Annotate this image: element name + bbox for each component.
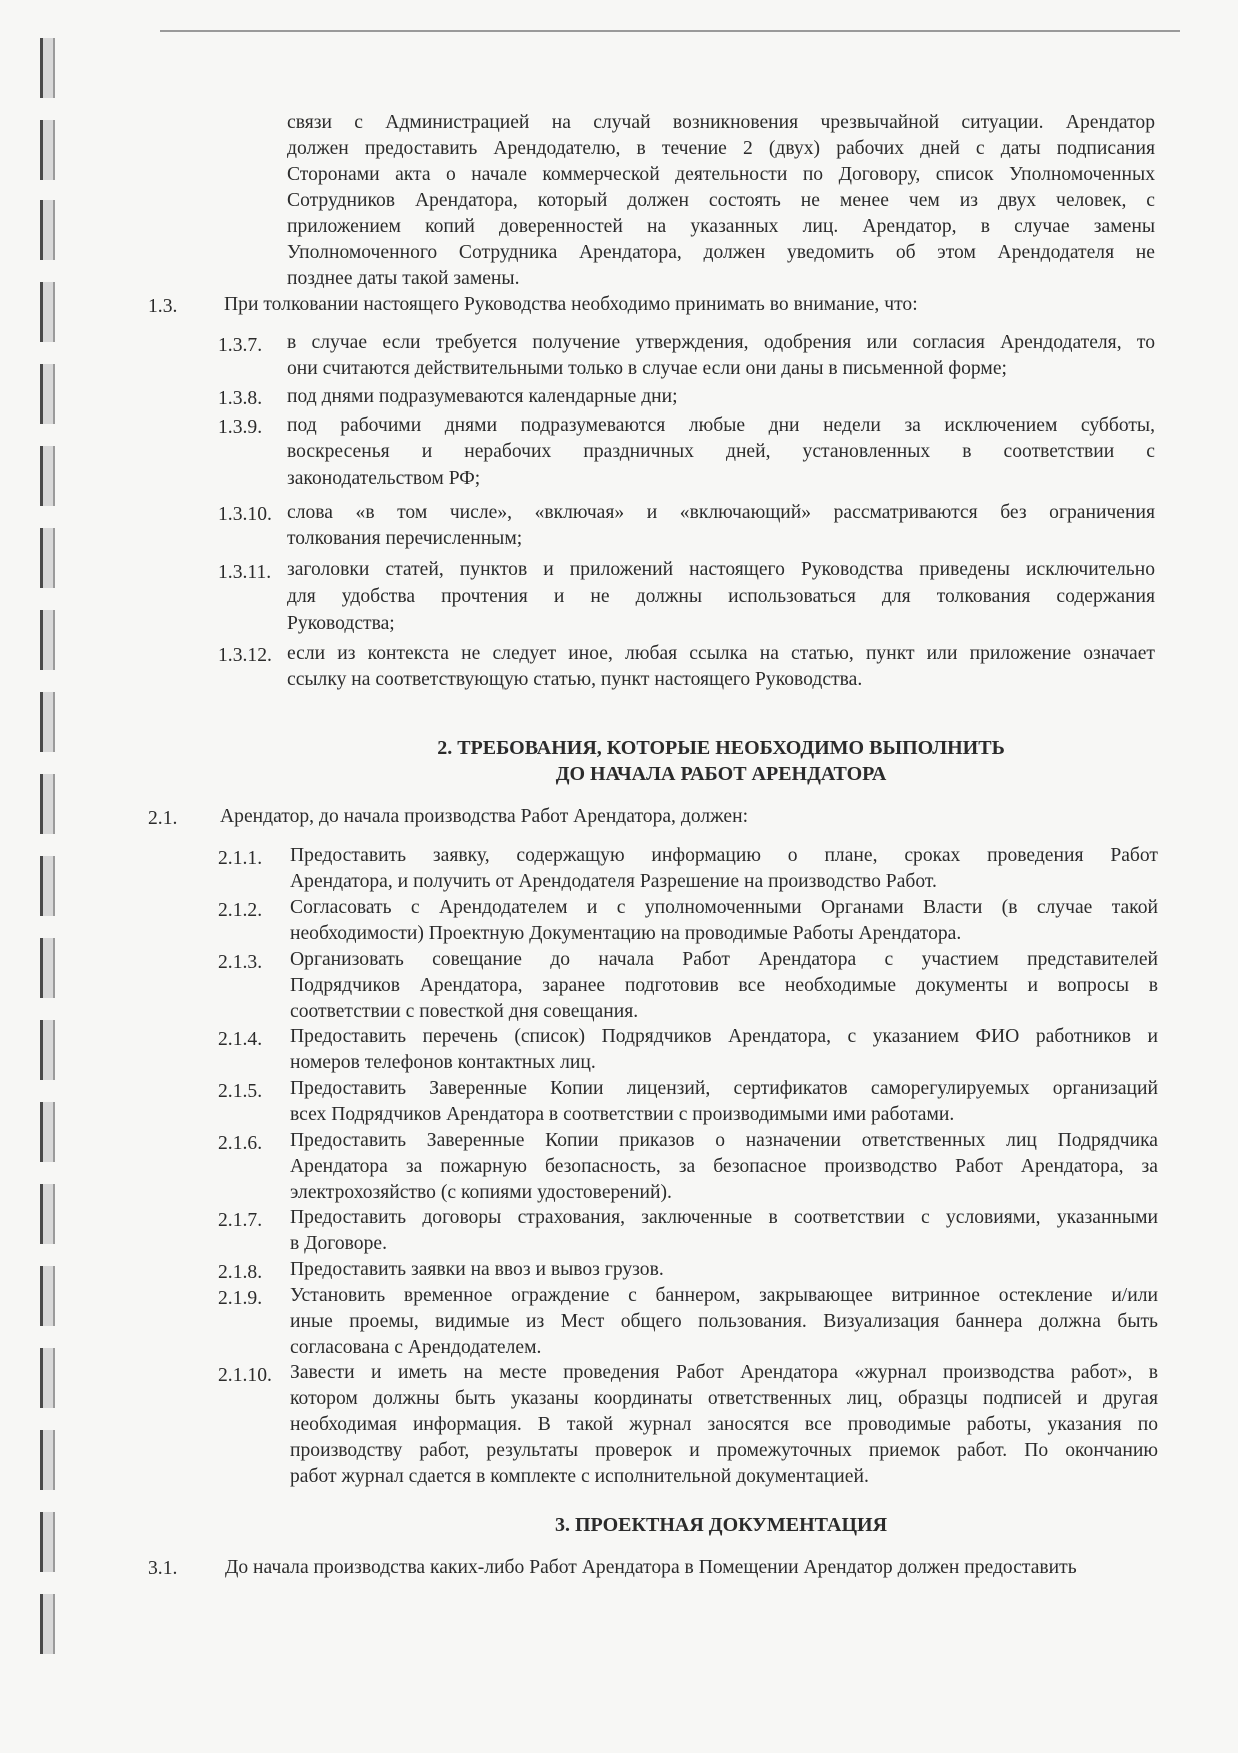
intro-line: позднее даты такой замены. bbox=[287, 268, 520, 289]
item-line: слова «в том числе», «включая» и «включающий» рассматриваются без ограничения bbox=[287, 502, 1155, 523]
item-line: Подрядчиков Арендатора, заранее подготовив все необходимые документы и вопросы в bbox=[290, 975, 1158, 996]
item-number: 2.1.4. bbox=[218, 1029, 263, 1050]
intro-line: приложением копий доверенностей на указанных лиц. Арендатор, в случае замены bbox=[287, 216, 1155, 237]
item-line: Организовать совещание до начала Работ Арендатора с участием представителей bbox=[290, 949, 1158, 970]
item-number: 2.1.3. bbox=[218, 952, 263, 973]
item-line: производству работ, результаты проверок и промежуточных приемок работ. По окончанию bbox=[290, 1440, 1158, 1461]
intro-line: связи с Администрацией на случай возникновения чрезвычайной ситуации. Арендатор bbox=[287, 112, 1155, 133]
clause-number: 1.3. bbox=[148, 296, 178, 317]
item-line: толкования перечисленным; bbox=[287, 528, 523, 549]
item-line: Арендатора, и получить от Арендодателя Разрешение на производство Работ. bbox=[290, 871, 937, 892]
item-number: 1.3.8. bbox=[218, 388, 263, 409]
clause-text: До начала производства каких-либо Работ Арендатора в Помещении Арендатор должен предоставить bbox=[225, 1557, 1077, 1578]
item-number: 2.1.9. bbox=[218, 1288, 263, 1309]
item-line: иные проемы, видимые из Мест общего пользования. Визуализация баннера должна быть bbox=[290, 1311, 1158, 1332]
item-line: под рабочими днями подразумеваются любые дни недели за исключением субботы, bbox=[287, 415, 1155, 436]
item-line: согласована с Арендодателем. bbox=[290, 1337, 542, 1358]
item-number: 1.3.12. bbox=[218, 645, 272, 666]
item-number: 1.3.7. bbox=[218, 335, 263, 356]
item-number: 1.3.11. bbox=[218, 562, 272, 583]
item-number: 2.1.6. bbox=[218, 1133, 263, 1154]
item-line: Завести и иметь на месте проведения Работ Арендатора «журнал производства работ», в bbox=[290, 1362, 1158, 1383]
clause-number: 3.1. bbox=[148, 1558, 178, 1579]
item-line: законодательством РФ; bbox=[287, 468, 481, 489]
item-number: 1.3.10. bbox=[218, 504, 272, 525]
item-line: заголовки статей, пунктов и приложений настоящего Руководства приведены исключительно bbox=[287, 559, 1155, 580]
item-line: необходимая информация. В такой журнал заносятся все проводимые работы, указания по bbox=[290, 1414, 1158, 1435]
item-line: котором должны быть указаны координаты ответственных лиц, образцы подписей и другая bbox=[290, 1388, 1158, 1409]
item-line: для удобства прочтения и не должны использоваться для толкования содержания bbox=[287, 586, 1155, 607]
item-number: 2.1.5. bbox=[218, 1081, 263, 1102]
item-line: Арендатора за пожарную безопасность, за безопасное производство Работ Арендатора, за bbox=[290, 1156, 1158, 1177]
item-number: 2.1.1. bbox=[218, 848, 263, 869]
item-line: Предоставить заявки на ввоз и вывоз грузов. bbox=[290, 1259, 664, 1280]
intro-line: должен предоставить Арендодателю, в течение 2 (двух) рабочих дней с даты подписания bbox=[287, 138, 1155, 159]
item-number: 2.1.7. bbox=[218, 1210, 263, 1231]
section-title: ДО НАЧАЛА РАБОТ АРЕНДАТОРА bbox=[555, 763, 887, 785]
item-number: 1.3.9. bbox=[218, 417, 263, 438]
item-line: необходимости) Проектную Документацию на проводимые Работы Арендатора. bbox=[290, 923, 962, 944]
item-line: Согласовать с Арендодателем и с уполномоченными Органами Власти (в случае такой bbox=[290, 897, 1158, 918]
item-line: электрохозяйство (с копиями удостоверений). bbox=[290, 1182, 672, 1203]
item-line: они считаются действительными только в случае если они даны в письменной форме; bbox=[287, 358, 1007, 379]
item-line: соответствии с повесткой дня совещания. bbox=[290, 1001, 639, 1022]
item-line: если из контекста не следует иное, любая ссылка на статью, пункт или приложение означает bbox=[287, 643, 1155, 664]
item-line: в случае если требуется получение утверждения, одобрения или согласия Арендодателя, то bbox=[287, 332, 1155, 353]
clause-text: Арендатор, до начала производства Работ Арендатора, должен: bbox=[220, 806, 749, 827]
item-line: работ журнал сдается в комплекте с исполнительной документацией. bbox=[290, 1466, 869, 1487]
intro-line: Уполномоченного Сотрудника Арендатора, должен уведомить об этом Арендодателя не bbox=[287, 242, 1155, 263]
clause-number: 2.1. bbox=[148, 808, 178, 829]
item-number: 2.1.10. bbox=[218, 1365, 272, 1386]
section-title: 3. ПРОЕКТНАЯ ДОКУМЕНТАЦИЯ bbox=[554, 1514, 888, 1536]
item-number: 2.1.8. bbox=[218, 1262, 263, 1283]
intro-line: Сторонами акта о начале коммерческой деятельности по Договору, список Уполномоченных bbox=[287, 164, 1155, 185]
item-line: всех Подрядчиков Арендатора в соответствии с производимыми ими работами. bbox=[290, 1104, 955, 1125]
item-line: Предоставить перечень (список) Подрядчиков Арендатора, с указанием ФИО работников и bbox=[290, 1026, 1158, 1047]
item-line: Предоставить договоры страхования, заключенные в соответствии с условиями, указанными bbox=[290, 1207, 1158, 1228]
item-line: ссылку на соответствующую статью, пункт настоящего Руководства. bbox=[287, 669, 863, 690]
item-line: в Договоре. bbox=[290, 1233, 387, 1254]
item-line: Предоставить заявку, содержащую информацию о плане, сроках проведения Работ bbox=[290, 845, 1158, 866]
item-number: 2.1.2. bbox=[218, 900, 263, 921]
intro-line: Сотрудников Арендатора, который должен состоять не менее чем из двух человек, с bbox=[287, 190, 1155, 211]
item-line: Руководства; bbox=[287, 613, 395, 634]
section-title: 2. ТРЕБОВАНИЯ, КОТОРЫЕ НЕОБХОДИМО ВЫПОЛНИТЬ bbox=[437, 737, 1005, 759]
item-line: Предоставить Заверенные Копии приказов о назначении ответственных лиц Подрядчика bbox=[290, 1130, 1158, 1151]
item-line: под днями подразумеваются календарные дни; bbox=[287, 386, 678, 407]
clause-text: При толковании настоящего Руководства необходимо принимать во внимание, что: bbox=[224, 294, 918, 315]
item-line: номеров телефонов контактных лиц. bbox=[290, 1052, 596, 1073]
item-line: Установить временное ограждение с баннером, закрывающее витринное остекление и/или bbox=[290, 1285, 1158, 1306]
item-line: Предоставить Заверенные Копии лицензий, сертификатов саморегулируемых организаций bbox=[290, 1078, 1158, 1099]
item-line: воскресенья и нерабочих праздничных дней, установленных в соответствии с bbox=[287, 441, 1155, 462]
